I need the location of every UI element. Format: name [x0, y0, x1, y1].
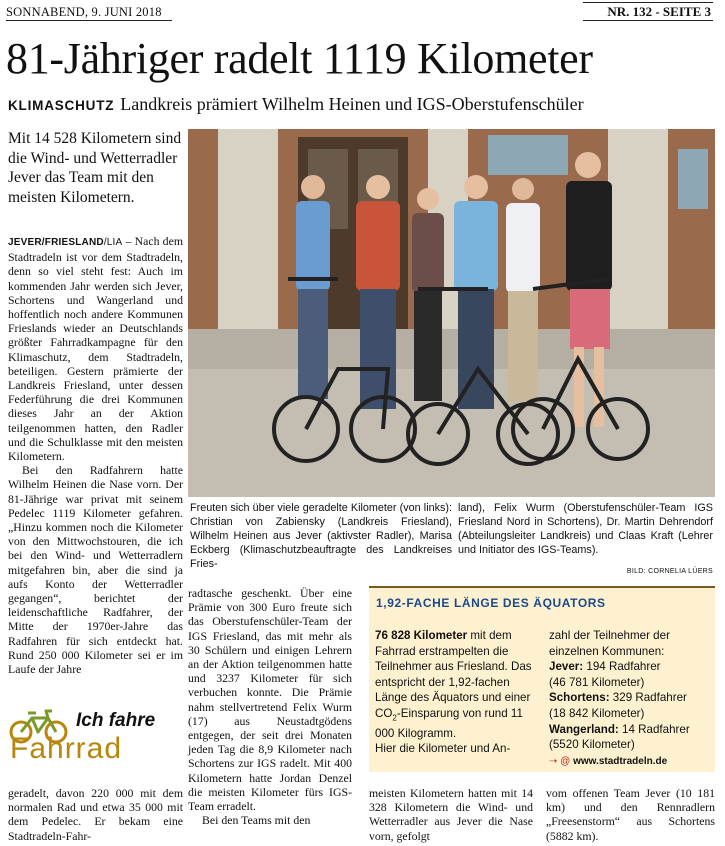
article-column-3 [369, 786, 533, 843]
link-arrow-icon: ➝ @ [549, 755, 571, 767]
byline: JEVER/FRIESLAND [8, 237, 104, 248]
photo-image [188, 129, 715, 497]
subhead-text: Landkreis prämiert Wilhelm Heinen und IGS-Oberstufenschüler [120, 94, 584, 114]
info-text: -Einsparung von rund 11 000 Kilogramm. [375, 706, 523, 740]
info-subscript: 2 [392, 713, 397, 723]
lead-paragraph: Mit 14 528 Kilometern sind die Wind- und Wetterradler Jever das Team mit den meisten Kilometern. [8, 130, 182, 206]
article-column-1-continued [8, 786, 183, 843]
ich-fahre-fahrrad-logo [6, 704, 184, 768]
info-entry [549, 659, 711, 690]
headline: 81-Jähriger radelt 1119 Kilometer [6, 34, 593, 83]
entry-name: Wangerland: [549, 722, 619, 736]
photo-caption [188, 501, 715, 579]
entry-count: 14 Radfahrer [622, 722, 690, 736]
paragraph: geradelt, davon 220 000 mit dem normalen Rad und etwa 35 000 mit dem Pedelec. Er bekam eine Stadtradeln-Fahr- [8, 786, 183, 843]
paragraph: radtasche geschenkt. Über eine Prämie von 300 Euro freute sich das Oberstufenschüler-Team der IGS Friesland, das mit mehr als 30 Schülern und einigen Lehrern an der Aktion teilgenommen hatte und 3237 Kilometer für sich verbuchen konnte. Die Prämie nahm stellvertretend Felix Wurm (17) aus Neustadtgödens entgegen, der seit drei Monaten jeden Tag die 8,9 Kilometer nach Schortens zur IGS radelt. Mit 400 Kilometern hatte Jordan Denzel die meisten Kilometer fürs IGS-Team erradelt. [188, 586, 352, 814]
paragraph [8, 234, 183, 463]
kicker: KLIMASCHUTZ [8, 98, 115, 113]
caption-left: Freuten sich über viele geradelte Kilometer (von links): Christian von Zabiensky (Landkreis Friesland), Wilhelm Heinen aus Jever (aktivster Radler), Marisa Eckberg (Klimaschutzbeauftragte des Landkreises Fries- [190, 502, 452, 570]
info-text: mit dem Fahrrad erstrampelten die Teilnehmer aus Friesland. Das entspricht der 1,92-fachen Länge des Äquators und einer CO [375, 629, 532, 720]
subheadline [8, 94, 584, 115]
page-number: NR. 132 - SEITE 3 [607, 4, 711, 19]
info-box-left [375, 628, 539, 757]
info-intro: zahl der Teilnehmer der einzelnen Kommunen: [549, 629, 670, 658]
caption-right: land), Felix Wurm (Oberstufenschüler-Team IGS Friesland Nord in Schortens), Dr. Martin Dehrendorf (Abteilungsleiter Landkreis) und Claas Kraft (Lehrer und Initiator des IGS-Teams). [458, 502, 713, 556]
paragraph-text: – Nach dem Stadtradeln ist vor dem Stadtradeln, denn so viel steht fest: Auch im kommenden Jahr werden sich Jever, Schortens und Wangerland und hoffentlich noch andere Kommunen Frieslands wieder an Deutschlands größter Fahrradkampagne für den Klimaschutz, dem Stadtradeln, beteiligen. Gestern prämierte der Landkreis Friesland, unter dessen Federführung die drei Kommunen dieses Jahr an der Aktion teilgenommen hatten, den Radler und die Schulklasse mit den meisten Kilometern. [8, 234, 183, 464]
masthead-rule-right [583, 20, 713, 21]
byline-author: /LIA [103, 237, 123, 248]
info-link[interactable] [549, 754, 711, 770]
logo-line-1: Ich fahre [76, 710, 156, 731]
paragraph: vom offenen Team Jever (10 181 km) und den Rennradlern „Freesenstorm“ aus Schortens (5882 km). [546, 786, 715, 843]
logo-line-2: Fahrrad [10, 732, 123, 765]
info-text: Hier die Kilometer und An- [375, 742, 511, 756]
info-box [369, 586, 715, 772]
entry-count: 194 Radfahrer [586, 660, 661, 674]
link-url[interactable]: www.stadtradeln.de [573, 755, 668, 767]
entry-km: (18 842 Kilometer) [549, 706, 645, 720]
article-column-2 [188, 586, 352, 827]
entry-name: Jever: [549, 660, 584, 674]
info-total: 76 828 Kilometer [375, 629, 468, 642]
masthead-rule-right-top [583, 2, 713, 3]
entry-km: (5520 Kilometer) [549, 738, 635, 752]
paragraph: Bei den Teams mit den [202, 813, 311, 828]
masthead-rule-left [6, 20, 172, 21]
paragraph: meisten Kilometern hatten mit 14 328 Kilometern die Wind- und Wetterradler aus Jever die Nase vorn, gefolgt [369, 786, 533, 843]
entry-count: 329 Radfahrer [612, 691, 687, 705]
info-box-title: 1,92-FACHE LÄNGE DES ÄQUATORS [376, 596, 606, 610]
paragraph: Bei den Radfahrern hatte Wilhelm Heinen die Nase vorn. Der 81-Jährige war privat mit seinem Pedelec 1119 Kilometer gefahren. „Hinzu kommen noch die Kilometer von den Mittwochstouren, die ich bei den Wind- und Wetterradlern mitgefahren bin, aber die sind ja aufs Konto der Wetterradler gegangen“, berichtet der leidenschaftliche Radfahrer, der Mitte der 1970er-Jahre das Radfahren für sich entdeckt hat. Rund 250 000 Kilometer sei er im Laufe der Jahre [8, 463, 183, 677]
info-box-right [549, 628, 711, 769]
photo-credit: BILD: CORNELIA LÜERS [626, 568, 713, 575]
issue-date: SONNABEND, 9. JUNI 2018 [6, 5, 162, 19]
entry-km: (46 781 Kilometer) [549, 675, 645, 689]
article-column-1 [8, 234, 183, 676]
group-photo [188, 129, 715, 497]
article-column-4 [546, 786, 715, 843]
info-entry [549, 690, 711, 721]
info-entry [549, 722, 711, 753]
entry-name: Schortens: [549, 691, 610, 705]
